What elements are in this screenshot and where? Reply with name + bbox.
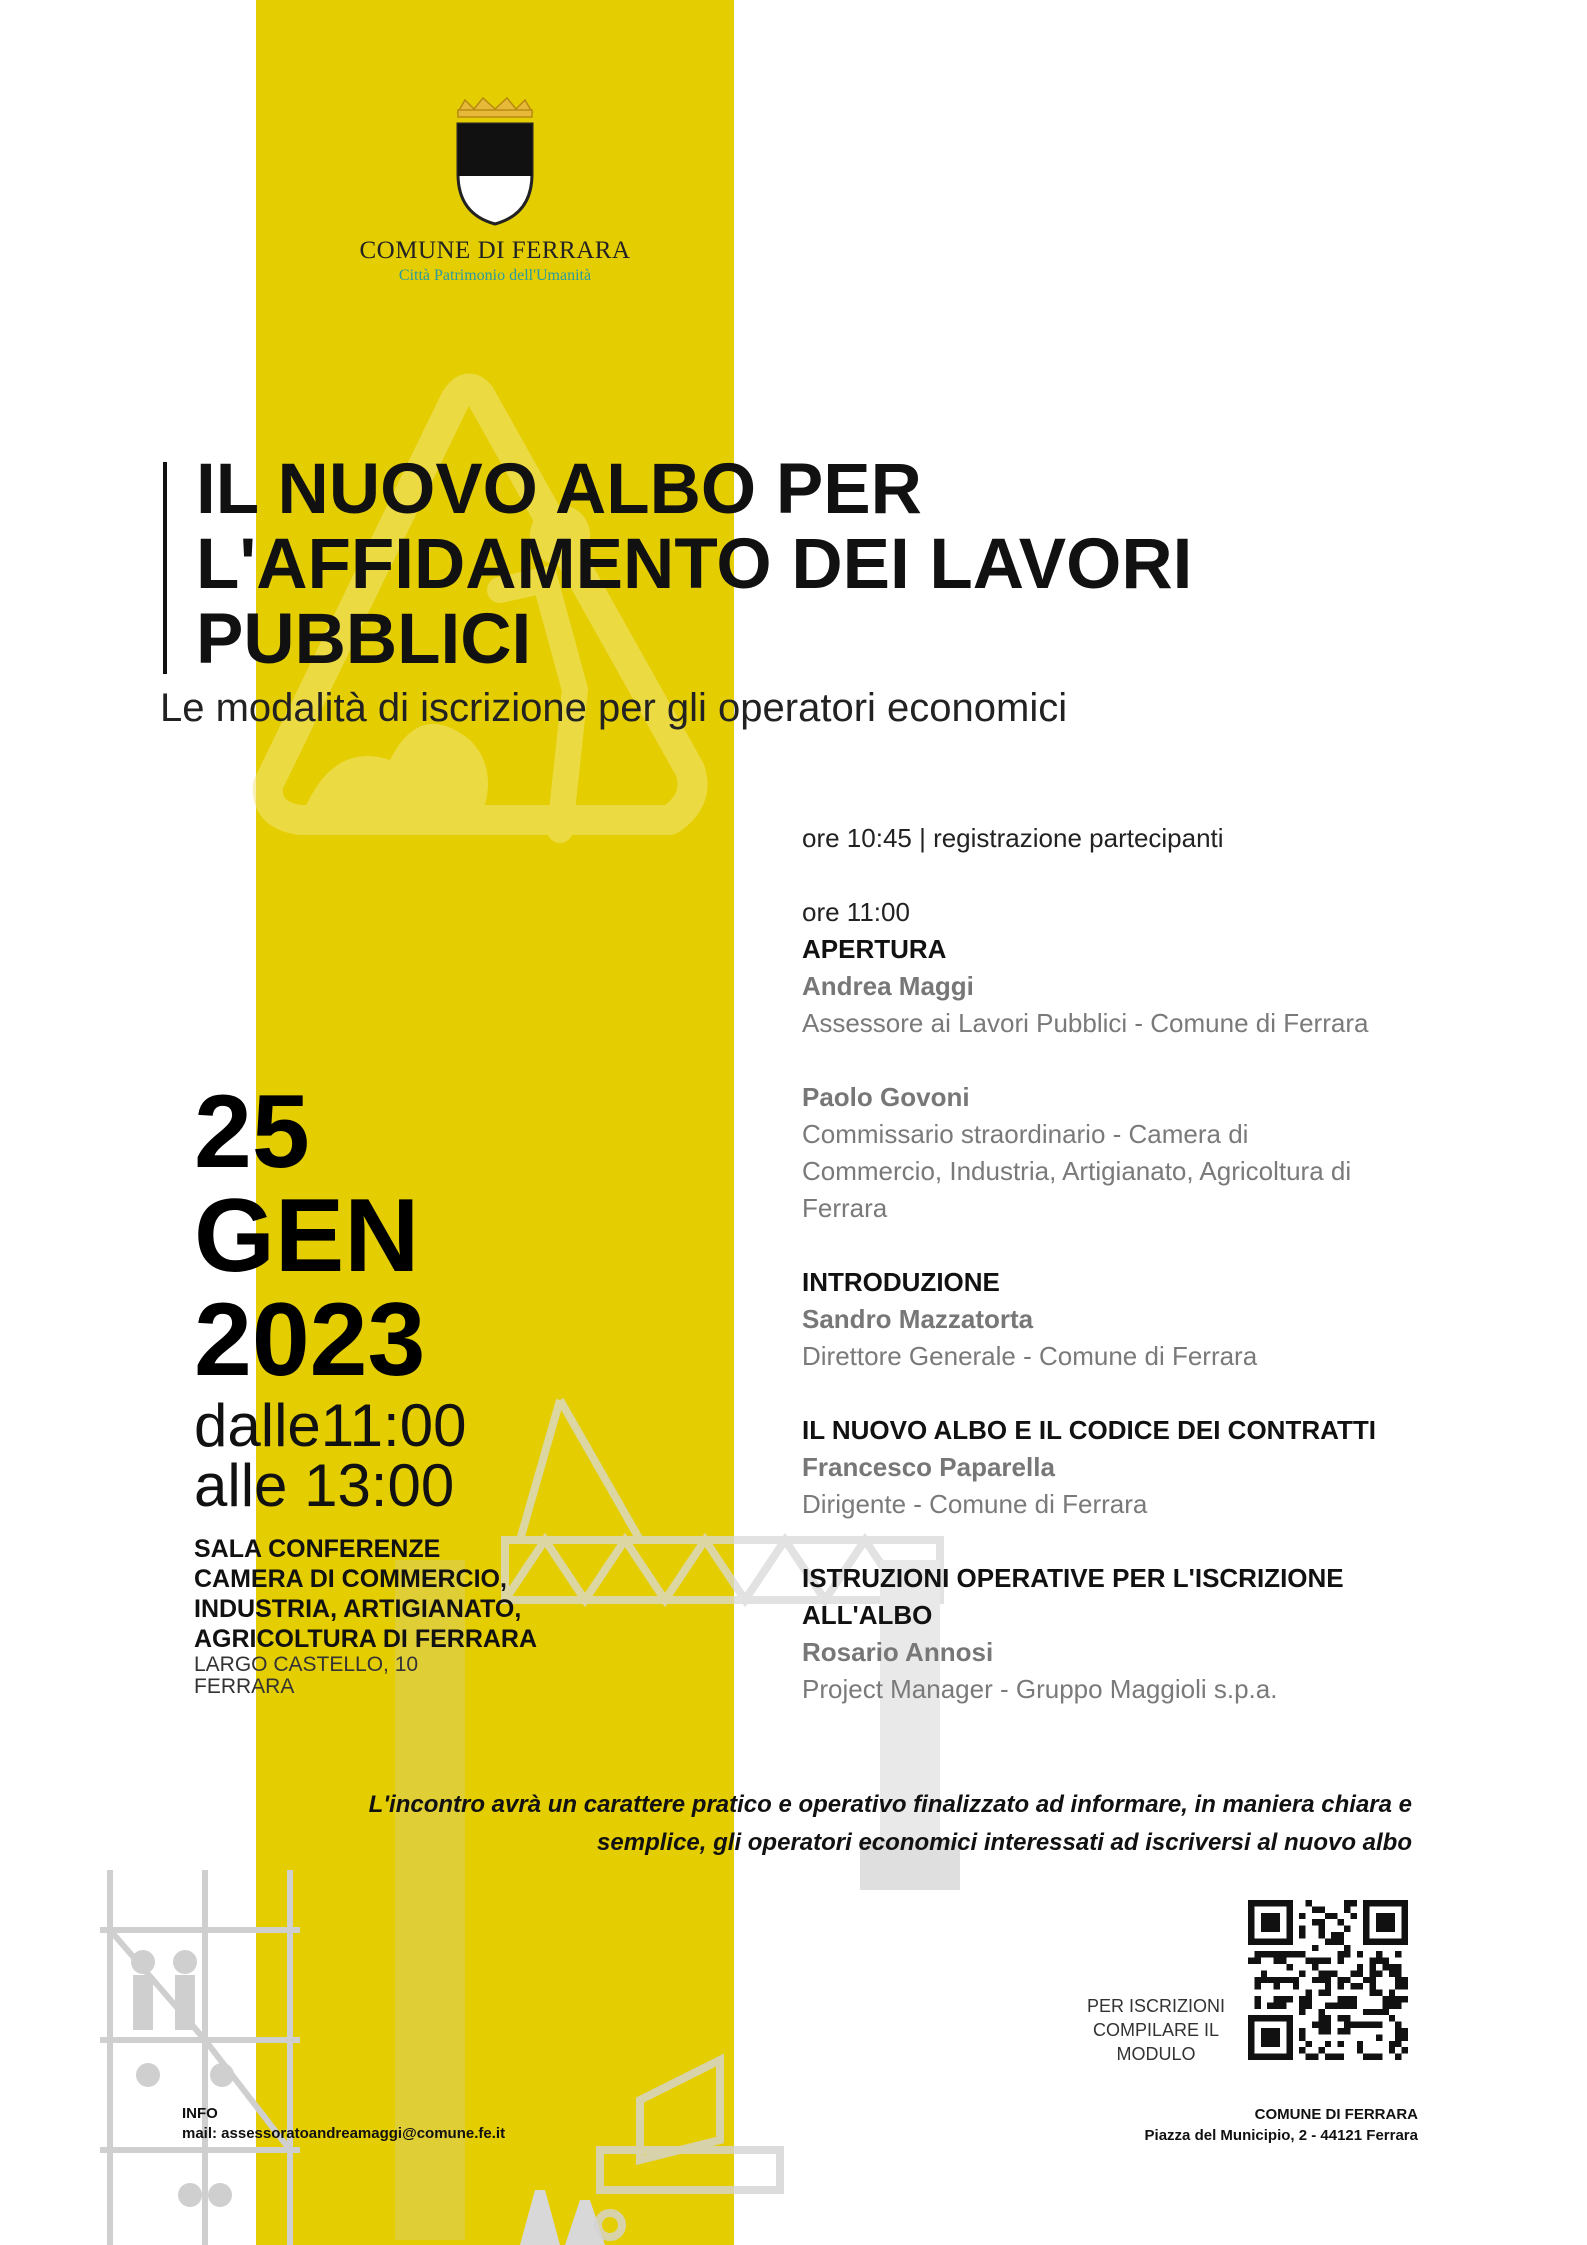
- event-address: [194, 1654, 418, 1698]
- agenda-speaker: Paolo Govoni: [802, 1082, 970, 1112]
- title-line: L'AFFIDAMENTO DEI LAVORI: [196, 525, 1193, 604]
- logo-subtitle: Città Patrimonio dell'Umanità: [398, 267, 592, 284]
- event-time: [194, 1392, 467, 1519]
- agenda-role: Dirigente - Comune di Ferrara: [802, 1489, 1148, 1519]
- crest-icon: [450, 96, 540, 226]
- footer: [1050, 2104, 1418, 2146]
- registration-label-line: PER ISCRIZIONI: [1086, 1996, 1225, 2016]
- title-line: PUBBLICI: [196, 600, 532, 679]
- title-accent-bar: [163, 462, 167, 674]
- agenda-role: Project Manager - Gruppo Maggioli s.p.a.: [802, 1674, 1278, 1704]
- agenda-heading-apertura: APERTURA: [802, 934, 947, 964]
- info-mail[interactable]: mail: assessoratoandreamaggi@comune.fe.it: [182, 2125, 506, 2142]
- agenda-speaker: Andrea Maggi: [802, 971, 974, 1001]
- event-date: [194, 1074, 426, 1398]
- logo-name: COMUNE DI FERRARA: [359, 237, 631, 264]
- title-line: IL NUOVO ALBO PER: [196, 450, 922, 529]
- agenda-speaker: Rosario Annosi: [802, 1637, 994, 1667]
- traffic-cone-icon: [520, 2190, 605, 2245]
- event-note: [200, 1786, 1412, 1862]
- event-month: GEN: [194, 1178, 420, 1294]
- address-line: LARGO CASTELLO, 10: [194, 1653, 419, 1676]
- page-title: [196, 452, 1396, 677]
- venue-line: CAMERA DI COMMERCIO,: [194, 1565, 507, 1593]
- agenda-start-time: ore 11:00: [802, 897, 910, 927]
- note-line: L'incontro avrà un carattere pratico e operativo finalizzato ad informare, in maniera chiara e: [368, 1791, 1412, 1818]
- event-time-from: dalle11:00: [194, 1392, 467, 1459]
- qr-code-icon[interactable]: [1248, 1900, 1408, 2060]
- agenda-registration: ore 10:45 | registrazione partecipanti: [802, 823, 1224, 853]
- agenda-speaker: Francesco Paparella: [802, 1452, 1055, 1482]
- agenda-heading-introduzione: INTRODUZIONE: [802, 1267, 1000, 1297]
- footer-address: Piazza del Municipio, 2 - 44121 Ferrara: [1144, 2127, 1418, 2144]
- venue-line: AGRICOLTURA DI FERRARA: [194, 1625, 538, 1653]
- agenda-role-line: Commissario straordinario - Camera di: [802, 1119, 1249, 1149]
- note-line: semplice, gli operatori economici interessati ad iscriversi al nuovo albo: [597, 1829, 1412, 1856]
- agenda-heading-istruzioni: ALL'ALBO: [802, 1600, 933, 1630]
- agenda-role-line: Ferrara: [802, 1193, 888, 1223]
- agenda-heading-istruzioni: ISTRUZIONI OPERATIVE PER L'ISCRIZIONE: [802, 1563, 1344, 1593]
- event-year: 2023: [194, 1282, 426, 1398]
- event-venue: [194, 1534, 537, 1654]
- agenda: [802, 820, 1482, 1708]
- registration-label: [1076, 1994, 1236, 2066]
- agenda-speaker: Sandro Mazzatorta: [802, 1304, 1034, 1334]
- agenda-role: Assessore ai Lavori Pubblici - Comune di Ferrara: [802, 1008, 1369, 1038]
- event-time-to: alle 13:00: [194, 1452, 455, 1519]
- scaffold-icon: [100, 1870, 300, 2245]
- page-subtitle: Le modalità di iscrizione per gli operatori economici: [160, 686, 1068, 730]
- venue-line: INDUSTRIA, ARTIGIANATO,: [194, 1595, 522, 1623]
- agenda-heading-albo: IL NUOVO ALBO E IL CODICE DEI CONTRATTI: [802, 1415, 1376, 1445]
- cement-mixer-icon: [598, 2060, 780, 2237]
- comune-logo: [350, 96, 640, 285]
- info-block: [182, 2104, 505, 2144]
- registration-label-line: COMPILARE IL: [1092, 2020, 1220, 2040]
- event-day: 25: [194, 1074, 310, 1190]
- registration-label-line: MODULO: [1116, 2044, 1196, 2064]
- info-label: INFO: [182, 2105, 218, 2122]
- footer-org: COMUNE DI FERRARA: [1254, 2106, 1418, 2123]
- venue-line: SALA CONFERENZE: [194, 1535, 441, 1563]
- agenda-role-line: Commercio, Industria, Artigianato, Agricoltura di: [802, 1156, 1352, 1186]
- address-line: FERRARA: [194, 1675, 295, 1698]
- agenda-role: Direttore Generale - Comune di Ferrara: [802, 1341, 1258, 1371]
